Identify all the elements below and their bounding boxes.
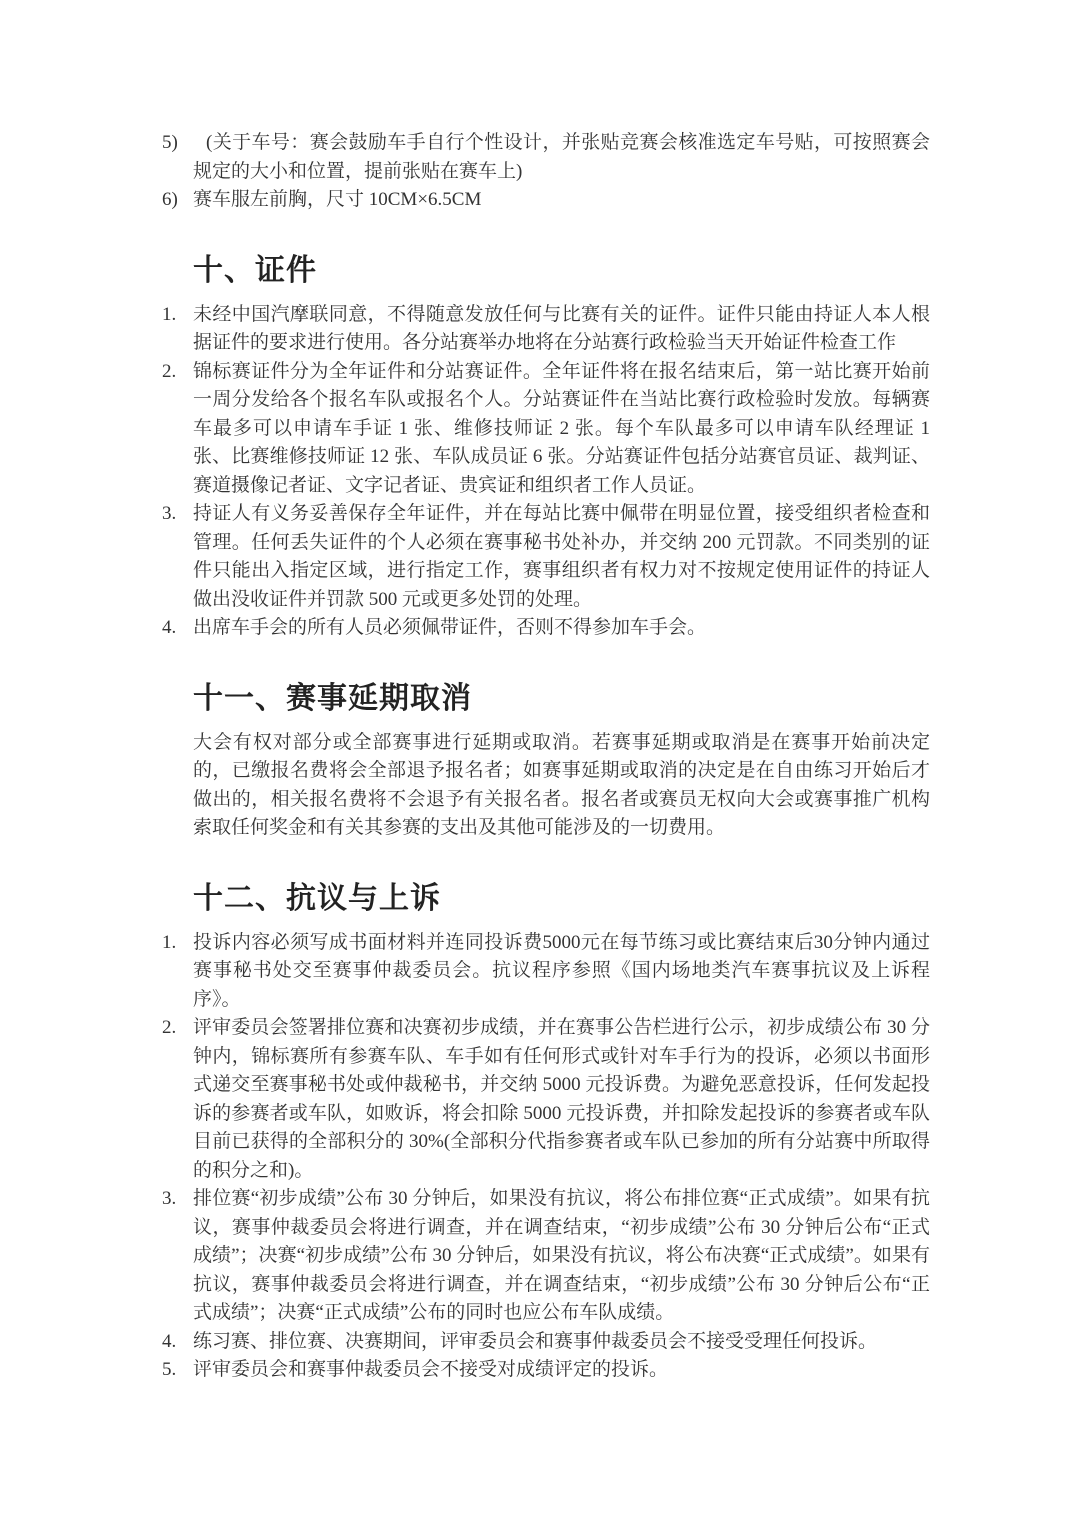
list-item [162, 929, 930, 1015]
item-text: (关于车号：赛会鼓励车手自行个性设计，并张贴竞赛会核准选定车号贴，可按照赛会规定的大小和位置，提前张贴在赛车上) [193, 132, 930, 182]
list-item [162, 1185, 930, 1328]
list-item [162, 614, 930, 643]
section-title-postponement: 十一、赛事延期取消 [193, 681, 472, 715]
item-text: 排位赛“初步成绩”公布 30 分钟后，如果没有抗议，将公布排位赛“正式成绩”。如果有抗议，赛事仲裁委员会将进行调查，并在调查结束，“初步成绩”公布 30 分钟后公布“正式成绩”；决赛“初步成绩”公布 30 分钟后，如果没有抗议，将公布决赛“正式成绩”。如果有抗议，赛事仲裁委员会将进行调查，并在调查结束，“初步成绩”公布 30 分钟后公布“正式成绩”；决赛“正式成绩”公布的同时也应公布车队成绩。 [193, 1188, 930, 1323]
list-item [162, 500, 930, 614]
item-text: 评审委员会签署排位赛和决赛初步成绩，并在赛事公告栏进行公示，初步成绩公布 30 分钟内，锦标赛所有参赛车队、车手如有任何形式或针对车手行为的投诉，必须以书面形式递交至赛事秘书处或仲裁秘书，并交纳 5000 元投诉费。为避免恶意投诉，任何发起投诉的参赛者或车队，如败诉，将会扣除 5000 元投诉费，并扣除发起投诉的参赛者或车队目前已获得的全部积分的 30%(全部积分代指参赛者或车队已参加的所有分站赛中所取得的积分之和)。 [193, 1017, 930, 1181]
item-text: 赛车服左前胸，尺寸 10CM×6.5CM [193, 189, 482, 210]
item-text: 锦标赛证件分为全年证件和分站赛证件。全年证件将在报名结束后，第一站比赛开始前一周分发给各个报名车队或报名个人。分站赛证件在当站比赛行政检验时发放。每辆赛车最多可以申请车手证 1 张、维修技师证 2 张。每个车队最多可以申请车队经理证 1 张、比赛维修技师证 12 张、车队成员证 6 张。分站赛证件包括分站赛官员证、裁判证、赛道摄像记者证、文字记者证、贵宾证和组织者工作人员证。 [193, 360, 930, 496]
item-text: 未经中国汽摩联同意，不得随意发放任何与比赛有关的证件。证件只能由持证人本人根据证件的要求进行使用。各分站赛举办地将在分站赛行政检验当天开始证件检查工作 [193, 303, 930, 353]
item-marker: 4. [162, 617, 177, 638]
item-marker: 2. [162, 360, 177, 382]
list-item [162, 186, 930, 215]
intro-list [162, 129, 930, 215]
item-marker: 1. [162, 931, 177, 953]
item-text: 出席车手会的所有人员必须佩带证件，否则不得参加车手会。 [193, 617, 707, 638]
item-text: 练习赛、排位赛、决赛期间，评审委员会和赛事仲裁委员会不接受受理任何投诉。 [193, 1330, 878, 1352]
section-title-certificates: 十、证件 [193, 253, 317, 287]
item-marker: 5) [162, 132, 178, 153]
item-text: 评审委员会和赛事仲裁委员会不接受对成绩评定的投诉。 [193, 1359, 669, 1380]
list-item [162, 1014, 930, 1185]
item-text: 投诉内容必须写成书面材料并连同投诉费5000元在每节练习或比赛结束后30分钟内通过赛事秘书处交至赛事仲裁委员会。抗议程序参照《国内场地类汽车赛事抗议及上诉程序》。 [193, 931, 930, 1010]
list-item [162, 129, 930, 186]
item-marker: 1. [162, 303, 177, 325]
certificates-list [162, 301, 930, 643]
list-item [162, 1328, 930, 1357]
protest-appeal-list [162, 929, 930, 1385]
item-marker: 3. [162, 503, 177, 524]
item-marker: 5. [162, 1359, 177, 1380]
item-marker: 4. [162, 1330, 177, 1352]
list-item [162, 358, 930, 501]
item-text: 持证人有义务妥善保存全年证件，并在每站比赛中佩带在明显位置，接受组织者检查和管理。任何丢失证件的个人必须在赛事秘书处补办，并交纳 200 元罚款。不同类别的证件只能出入指定区域，进行指定工作，赛事组织者有权力对不按规定使用证件的持证人做出没收证件并罚款 500 元或更多处罚的处理。 [193, 503, 930, 610]
section-title-protest-appeal: 十二、抗议与上诉 [193, 881, 441, 915]
list-item [162, 301, 930, 358]
item-marker: 2. [162, 1017, 177, 1038]
item-marker: 6) [162, 189, 178, 210]
list-item [162, 1356, 930, 1385]
postponement-paragraph: 大会有权对部分或全部赛事进行延期或取消。若赛事延期或取消是在赛事开始前决定的，已缴报名费将会全部退予报名者；如赛事延期或取消的决定是在自由练习开始后才做出的，相关报名费将不会退予有关报名者。报名者或赛员无权向大会或赛事推广机构索取任何奖金和有关其参赛的支出及其他可能涉及的一切费用。 [193, 731, 930, 838]
item-marker: 3. [162, 1188, 177, 1209]
